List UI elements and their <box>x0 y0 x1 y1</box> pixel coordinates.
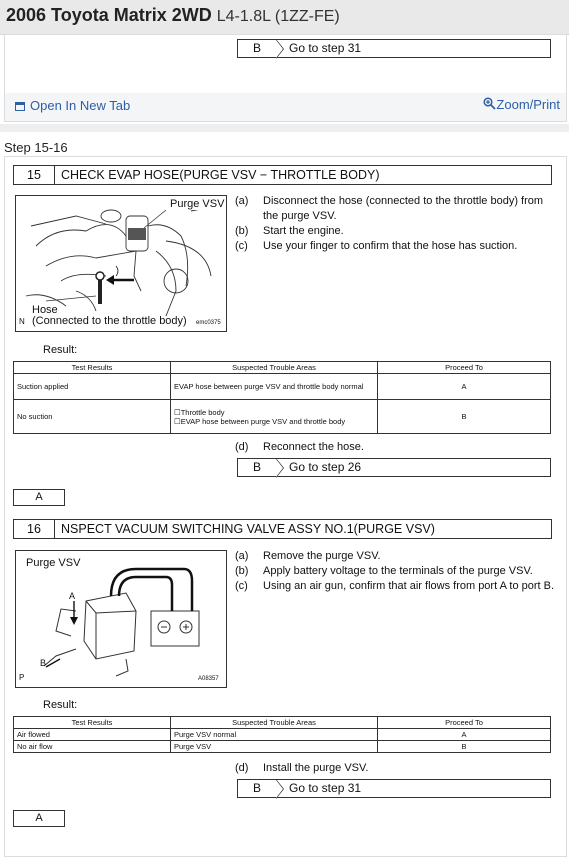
step-16-header <box>13 519 552 539</box>
port-a-label: A <box>69 591 76 601</box>
card-separator <box>0 124 569 132</box>
purge-vsv-drawing <box>16 551 226 687</box>
evap-hose-figure <box>15 195 227 332</box>
col-suspected-areas: Suspected Trouble Areas <box>171 362 378 374</box>
step-16-result-table <box>13 716 551 753</box>
step-number: 16 <box>14 520 55 538</box>
branch-key: B <box>237 779 276 798</box>
table-row: No air flow Purge VSV B <box>14 741 551 753</box>
instruction-d: (d) Reconnect the hose. <box>235 441 364 453</box>
open-tab-label: Open In New Tab <box>30 98 131 113</box>
hose-label: Hose <box>32 304 58 316</box>
open-tab-icon <box>15 102 25 111</box>
step-15-result-table <box>13 361 551 434</box>
instruction-b: (b) Start the engine. <box>235 225 344 237</box>
branch-text: Go to step 31 <box>276 779 551 798</box>
branch-text: Go to step 31 <box>276 39 551 58</box>
zoom-label: Zoom/Print <box>496 97 560 112</box>
open-new-tab-link[interactable] <box>15 98 130 113</box>
vehicle-title: 2006 Toyota Matrix 2WD <box>6 5 212 25</box>
connected-label: (Connected to the throttle body) <box>32 315 187 327</box>
col-proceed-to: Proceed To <box>378 717 551 729</box>
port-b-label: B <box>40 658 47 668</box>
col-suspected-areas: Suspected Trouble Areas <box>171 717 378 729</box>
purge-vsv-label: Purge VSV <box>170 198 225 210</box>
instruction-c: (c) Use your finger to confirm that the hose has suction. <box>235 240 518 252</box>
table-row: Air flowed Purge VSV normal A <box>14 729 551 741</box>
table-row: Suction applied EVAP hose between purge VSV and throttle body normal A <box>14 374 551 400</box>
figure-code: emc0375 <box>196 320 221 326</box>
page-title <box>6 5 340 26</box>
step-title: CHECK EVAP HOSE(PURGE VSV − THROTTLE BODY) <box>61 168 380 182</box>
title-bar <box>0 0 569 35</box>
purge-vsv-label: Purge VSV <box>26 557 81 569</box>
go-to-step-31-box[interactable] <box>237 779 551 798</box>
branch-key: B <box>237 39 276 58</box>
col-test-results: Test Results <box>14 717 171 729</box>
instruction-a: (a) Remove the purge VSV. <box>235 550 381 562</box>
instruction-b: (b) Apply battery voltage to the terminals of the purge VSV. <box>235 565 533 577</box>
figure-corner-letter: P <box>19 673 25 682</box>
engine-subtitle: L4-1.8L (1ZZ-FE) <box>216 8 340 25</box>
steps-card <box>4 156 567 857</box>
col-test-results: Test Results <box>14 362 171 374</box>
step-16-instructions <box>235 549 557 594</box>
step-title: NSPECT VACUUM SWITCHING VALVE ASSY NO.1(PURGE VSV) <box>61 522 435 536</box>
instruction-d: (d) Install the purge VSV. <box>235 762 369 774</box>
branch-a-button[interactable]: A <box>13 489 65 506</box>
zoom-icon <box>483 97 496 110</box>
go-to-step-31-box[interactable] <box>237 39 551 58</box>
col-proceed-to: Proceed To <box>378 362 551 374</box>
zoom-print-link[interactable] <box>483 97 560 112</box>
instruction-c: (c) Using an air gun, confirm that air flows from port A to port B. <box>235 580 555 592</box>
step-15-header <box>13 165 552 185</box>
branch-a-button[interactable]: A <box>13 810 65 827</box>
figure-code: A08357 <box>198 676 219 682</box>
step-15-instructions <box>235 194 553 254</box>
previous-step-card <box>4 34 567 122</box>
instruction-a: (a) Disconnect the hose (connected to the throttle body) from the purge VSV. <box>235 195 544 222</box>
result-label: Result: <box>43 344 78 356</box>
purge-vsv-figure <box>15 550 227 688</box>
branch-key: B <box>237 458 276 477</box>
table-row: No suction ☐Throttle body ☐EVAP hose between purge VSV and throttle body B <box>14 400 551 434</box>
go-to-step-26-box[interactable] <box>237 458 551 477</box>
step-number: 15 <box>14 166 55 184</box>
step-range-label: Step 15-16 <box>4 140 68 155</box>
table-header-row <box>14 362 551 374</box>
figure-corner-letter: N <box>19 317 25 326</box>
table-header-row <box>14 717 551 729</box>
branch-text: Go to step 26 <box>276 458 551 477</box>
result-label: Result: <box>43 699 78 711</box>
